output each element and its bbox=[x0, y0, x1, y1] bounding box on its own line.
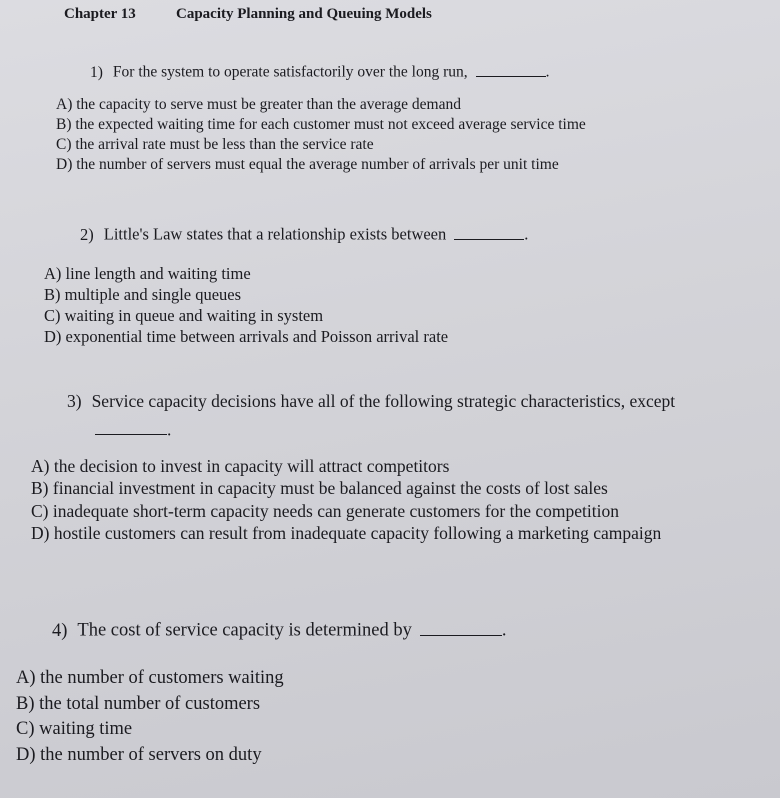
question-4 bbox=[16, 616, 506, 768]
question-3-option-b: B) financial investment in capacity must be balanced against the costs of lost sales bbox=[31, 478, 608, 498]
question-4-option-a: A) the number of customers waiting bbox=[16, 668, 284, 688]
question-3-blank-line bbox=[31, 417, 675, 441]
question-3-text: Service capacity decisions have all of the following strategic characteristics, except bbox=[91, 391, 676, 411]
question-1-number: 1) bbox=[90, 63, 103, 81]
question-2-option-d: D) exponential time between arrivals and Poisson arrival rate bbox=[44, 326, 449, 346]
question-1-text: For the system to operate satisfactorily over the long run, bbox=[112, 63, 468, 81]
question-4-option-c: C) waiting time bbox=[16, 719, 133, 739]
question-2-period: . bbox=[524, 224, 529, 244]
answer-blank bbox=[420, 616, 502, 636]
question-1 bbox=[56, 60, 586, 175]
question-3-option-c: C) inadequate short-term capacity needs can generate customers for the competition bbox=[31, 500, 619, 521]
question-4-option-b: B) the total number of customers bbox=[16, 693, 261, 714]
answer-blank bbox=[476, 60, 546, 77]
chapter-header bbox=[64, 6, 432, 23]
question-3-stem bbox=[31, 390, 675, 413]
question-2-number: 2) bbox=[80, 224, 94, 244]
question-1-stem bbox=[56, 60, 586, 83]
question-3-period: . bbox=[167, 419, 172, 439]
question-1-option-c: C) the arrival rate must be less than the service rate bbox=[56, 135, 374, 153]
question-4-option-d: D) the number of servers on duty bbox=[16, 744, 262, 765]
question-1-option-d: D) the number of servers must equal the average number of arrivals per unit time bbox=[56, 155, 559, 173]
question-2-text: Little's Law states that a relationship exists between bbox=[103, 224, 447, 244]
question-1-period: . bbox=[545, 63, 550, 81]
question-4-number: 4) bbox=[52, 620, 68, 641]
question-1-option-a: A) the capacity to serve must be greater than the average demand bbox=[56, 95, 461, 113]
question-2-option-b: B) multiple and single queues bbox=[44, 284, 242, 304]
question-4-stem bbox=[16, 616, 506, 644]
question-2-option-c: C) waiting in queue and waiting in system bbox=[44, 305, 324, 325]
question-3-option-d: D) hostile customers can result from inadequate capacity following a marketing campaign bbox=[31, 523, 662, 543]
question-4-period: . bbox=[501, 620, 507, 641]
answer-blank bbox=[454, 222, 524, 240]
chapter-number: Chapter 13 bbox=[64, 6, 136, 22]
answer-blank bbox=[95, 417, 167, 436]
question-4-text: The cost of service capacity is determined by bbox=[77, 620, 412, 641]
question-3-option-a: A) the decision to invest in capacity will attract competitors bbox=[31, 455, 450, 476]
question-2-stem bbox=[44, 222, 528, 245]
question-3-number: 3) bbox=[67, 391, 82, 411]
question-1-option-b: B) the expected waiting time for each customer must not exceed average service time bbox=[56, 115, 586, 133]
question-2 bbox=[44, 222, 528, 347]
chapter-title: Capacity Planning and Queuing Models bbox=[176, 6, 432, 22]
question-2-option-a: A) line length and waiting time bbox=[44, 263, 251, 283]
question-3 bbox=[31, 390, 675, 545]
